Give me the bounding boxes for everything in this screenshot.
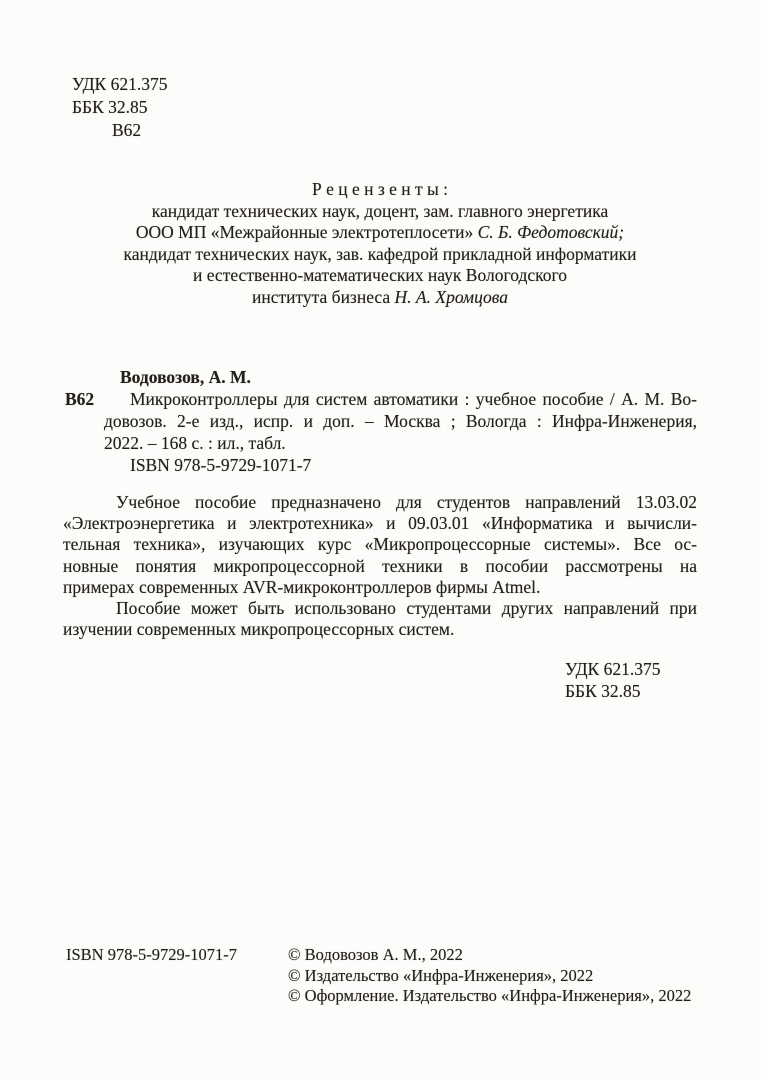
bibliographic-record <box>63 366 697 476</box>
annotation-p1-line-4: новные понятия микропроцессорной техники в пособии рассмотрены на <box>63 555 697 576</box>
bbk-code: ББК 32.85 <box>72 97 148 117</box>
reviewer-name-1: С. Б. Федотовский; <box>477 222 625 242</box>
footer-isbn: ISBN 978-5-9729-1071-7 <box>66 945 237 964</box>
annotation-p1-line-1: Учебное пособие предназначено для студентов направлений 13.03.02 <box>116 492 697 512</box>
annotation-p2-line-1: Пособие может быть использовано студентами других направлений при <box>116 598 697 619</box>
udk-code-repeat: УДК 621.375 <box>565 659 661 679</box>
author-sign-code: В62 <box>112 120 142 140</box>
reviewer-line-2 <box>63 222 697 244</box>
book-author-header: Водовозов, А. М. <box>120 367 251 387</box>
reviewers-heading: Р е ц е н з е н т ы : <box>311 179 449 199</box>
reviewer-line-5 <box>63 287 697 309</box>
top-classification-codes <box>72 73 167 142</box>
reviewer-affiliation-2: института бизнеса <box>251 286 395 307</box>
annotation-block <box>63 492 697 640</box>
reviewer-line-1: кандидат технических наук, доцент, зам. главного энергетика <box>151 200 609 221</box>
copyright-author: © Водовозов А. М., 2022 <box>288 945 463 964</box>
bibliographic-description <box>65 388 697 454</box>
annotation-p1-line-3: тельная техника», изучающих курс «Микропроцессорные системы». Все ос- <box>63 534 697 555</box>
copyright-design: © Оформление. Издательство «Инфра-Инженерия», 2022 <box>288 986 692 1006</box>
annotation-p1-line-2: «Электроэнергетика и электротехника» и 09.03.01 «Информатика и вычисли- <box>63 513 697 534</box>
annotation-p2-line-2: изучении современных микропроцессорных систем. <box>63 619 455 640</box>
bottom-classification-codes <box>565 659 660 702</box>
udk-code: УДК 621.375 <box>72 74 168 94</box>
reviewer-line-4: и естественно-математических наук Вологодского <box>192 265 567 285</box>
reviewers-block <box>63 179 697 308</box>
bib-line-3: 2022. – 168 с. : ил., табл. <box>104 433 286 453</box>
reviewer-affiliation-1: ООО МП «Межрайонные электротеплосети» <box>135 222 478 242</box>
annotation-p1-line-5: примерах современных AVR-микроконтроллеров фирмы Atmel. <box>63 576 541 597</box>
bbk-code-repeat: ББК 32.85 <box>565 680 641 701</box>
copyright-publisher: © Издательство «Инфра-Инженерия», 2022 <box>288 965 594 985</box>
copyright-block <box>288 945 691 1007</box>
book-isbn: ISBN 978-5-9729-1071-7 <box>130 455 312 475</box>
bib-line-2: довозов. 2-е изд., испр. и доп. – Москва ; Вологда : Инфра-Инженерия, <box>104 411 697 431</box>
book-author-sign: В62 <box>65 389 95 409</box>
bib-line-1: Микроконтроллеры для систем автоматики : учебное пособие / А. М. Во- <box>130 389 697 409</box>
reviewer-name-2: Н. А. Хромцова <box>394 286 509 307</box>
reviewer-line-3: кандидат технических наук, зав. кафедрой прикладной информатики <box>123 243 637 264</box>
